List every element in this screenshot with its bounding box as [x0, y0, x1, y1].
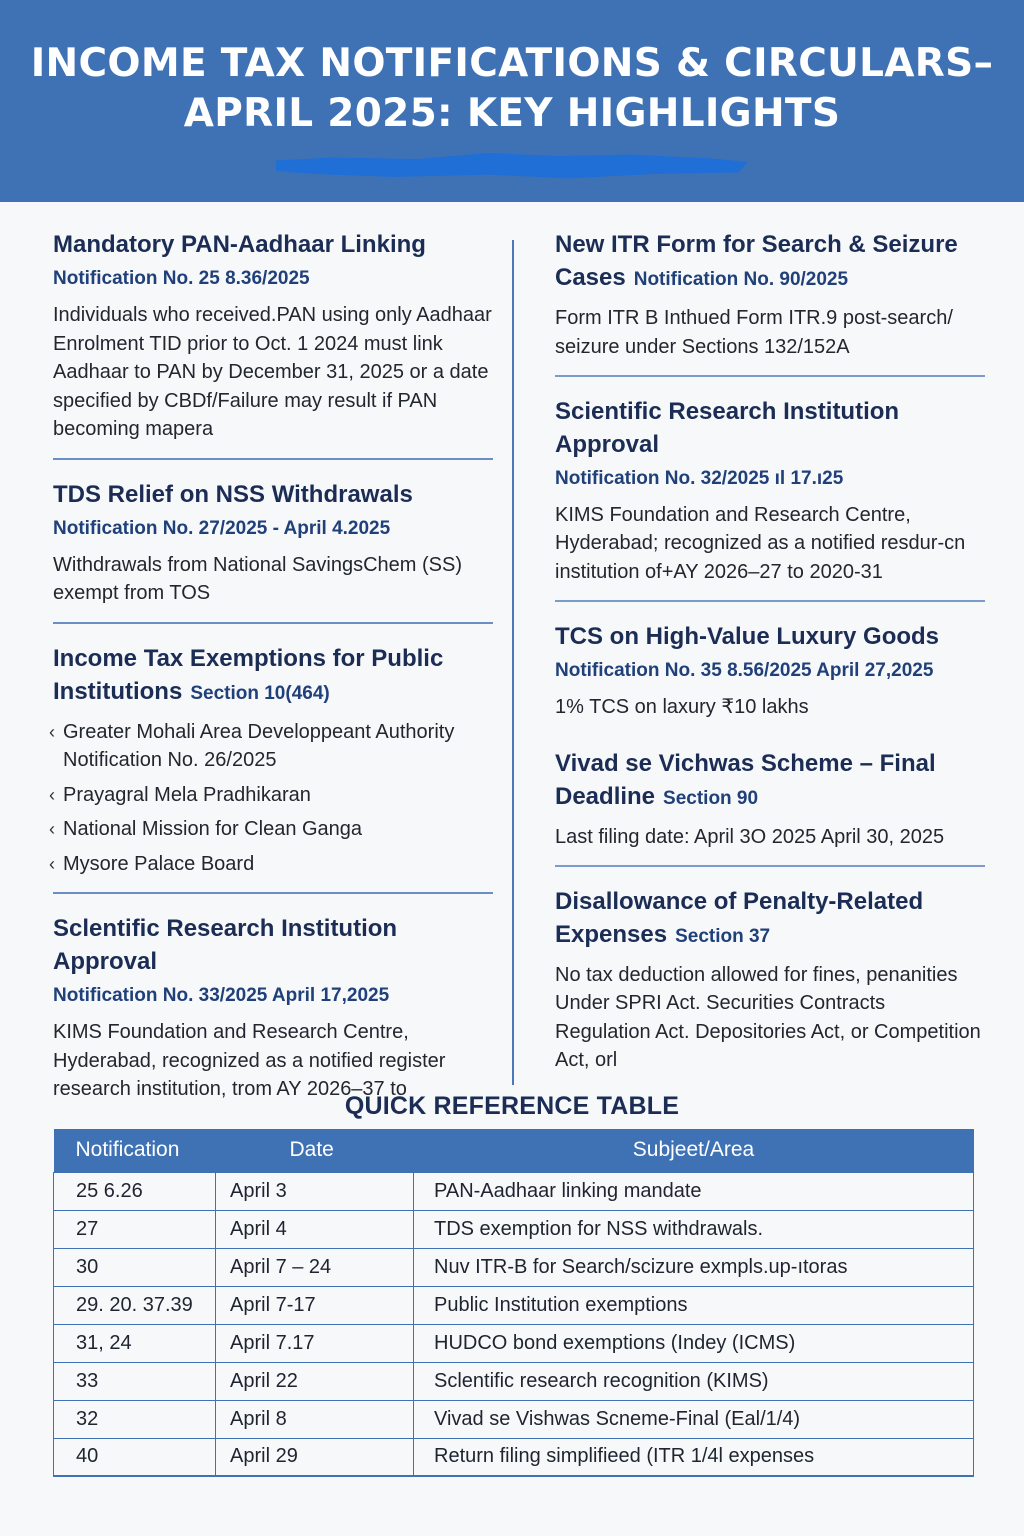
section-title [555, 747, 985, 815]
section-tds-relief [53, 478, 493, 608]
section-reference: Section 10(464) [190, 682, 330, 704]
cell-subject: Return filing simplifieed (ITR 1/4l expenses [414, 1438, 974, 1476]
header-date: Date [216, 1129, 414, 1172]
cell-date: April 22 [216, 1362, 414, 1400]
section-notification: Notification No. 27/2025 - April 4.2025 [53, 517, 391, 539]
section-tcs-luxury [555, 620, 985, 722]
section-title-text: Disallowance of Penalty-Related Expenses [555, 887, 924, 948]
cell-subject: PAN-Aadhaar linking mandate [414, 1172, 974, 1210]
cell-notification: 30 [54, 1248, 216, 1286]
cell-notification: 31, 24 [54, 1324, 216, 1362]
section-vivad-se-vishwas [555, 747, 985, 852]
section-body: KIMS Foundation and Research Centre, Hyderabad, recognized as a notified register research institution, trom AY 2026–37 to [53, 1021, 446, 1100]
redaction-scribble [276, 150, 748, 180]
section-title [53, 642, 493, 710]
cell-date: April 7.17 [216, 1324, 414, 1362]
cell-date: April 4 [216, 1210, 414, 1248]
section-title-text: New ITR Form for Search & Seizure Cases [555, 231, 958, 291]
page-title-line-1: INCOME TAX NOTIFICATIONS & CIRCULARS– [30, 41, 994, 86]
section-divider [53, 458, 493, 460]
header-subject: Subjeet/Area [414, 1129, 974, 1172]
column-divider [512, 240, 514, 1085]
section-penalty-disallowance [555, 885, 985, 1075]
table-header-row [54, 1129, 974, 1172]
section-title: TCS on High-Value Luxury Goods [555, 622, 940, 650]
table-row [54, 1438, 974, 1476]
section-title: Mandatory PAN-Aadhaar Linking [53, 231, 426, 258]
table-title: QUICK REFERENCE TABLE [344, 1092, 680, 1120]
section-body: No tax deduction allowed for fines, penanities Under SPRI Act. Securities Contracts Regulation Act. Depositories Act, or Competition Act, orl [555, 963, 981, 1071]
list-item: ‹ Greater Mohali Area Developpeant Authority Notification No. 26/2025 [53, 718, 493, 775]
section-reference: Section 90 [663, 787, 759, 809]
cell-notification: 25 6.26 [54, 1172, 216, 1210]
section-title-text: Income Tax Exemptions for Public Institutions [53, 644, 444, 705]
cell-date: April 29 [216, 1438, 414, 1476]
section-pan-aadhaar [53, 228, 493, 444]
section-body: Individuals who received.PAN using only Aadhaar Enrolment TID prior to Oct. 1 2024 must link Aadhaar to PAN by December 31, 2025 or a date specified by CBDf/Failure may result if PAN becoming mapera [53, 304, 492, 440]
cell-subject: TDS exemption for NSS withdrawals. [414, 1210, 974, 1248]
section-notification: Notification No. 35 8.56/2025 April 27,2025 [555, 659, 934, 681]
cell-subject: HUDCO bond exemptions (Indey (ICMS) [414, 1324, 974, 1362]
page-title-line-2: APRIL 2025: KEY HIGHLIGHTS [183, 91, 841, 136]
header-banner [0, 0, 1024, 202]
section-title-text: Vivad se Vichwas Scheme – Final Deadline [555, 749, 936, 810]
section-body: 1% TCS on laxury ₹10 lakhs [555, 695, 809, 718]
cell-notification: 32 [54, 1400, 216, 1438]
institution-list [53, 718, 493, 879]
section-body: KIMS Foundation and Research Centre, Hyderabad; recognized as a notified resdur-cn institution of+AY 2026–27 to 2020-31 [555, 503, 966, 583]
section-title [555, 228, 985, 296]
section-body: Last filing date: April 3O 2025 April 30, 2025 [555, 825, 945, 848]
section-research-approval-left [53, 912, 493, 1104]
list-item: ‹ National Mission for Clean Ganga [53, 815, 493, 844]
cell-date: April 7-17 [216, 1286, 414, 1324]
table-row [54, 1210, 974, 1248]
section-itr-search-seizure [555, 228, 985, 361]
quick-reference-table [53, 1129, 974, 1477]
cell-subject: Vivad se Vishwas Scneme-Final (Eal/1/4) [414, 1400, 974, 1438]
section-title: Scientific Research Institution Approval [555, 397, 900, 458]
cell-notification: 27 [54, 1210, 216, 1248]
section-body: Withdrawals from National SavingsChem (SS) exempt from TOS [53, 553, 463, 604]
table-row [54, 1400, 974, 1438]
cell-date: April 3 [216, 1172, 414, 1210]
section-divider [53, 892, 493, 894]
cell-notification: 40 [54, 1438, 216, 1476]
table-row [54, 1324, 974, 1362]
section-divider [555, 375, 985, 377]
right-column [555, 228, 985, 1075]
table-row [54, 1286, 974, 1324]
list-item: ‹ Mysore Palace Board [53, 850, 493, 879]
left-column [53, 228, 493, 1104]
cell-notification: 33 [54, 1362, 216, 1400]
cell-date: April 8 [216, 1400, 414, 1438]
list-item: ‹ Prayagral Mela Pradhikaran [53, 781, 493, 810]
section-notification: Notification No. 25 8.36/2025 [53, 268, 310, 289]
section-reference: Section 37 [675, 925, 771, 947]
section-divider [555, 600, 985, 602]
section-title [555, 885, 985, 953]
table-row [54, 1248, 974, 1286]
cell-subject: Public Institution exemptions [414, 1286, 974, 1324]
section-notification: Notification No. 32/2025 ıl 17.ı25 [555, 467, 844, 489]
section-research-approval-right [555, 395, 985, 587]
section-body: Form ITR B Inthued Form ITR.9 post-search/ seizure under Sections 132/152A [555, 307, 953, 358]
cell-notification: 29. 20. 37.39 [54, 1286, 216, 1324]
section-divider [555, 865, 985, 867]
header-notification: Notification [54, 1129, 216, 1172]
table-row [54, 1172, 974, 1210]
section-notification: Notification No. 33/2025 April 17,2025 [53, 985, 390, 1006]
cell-subject: Sclentific research recognition (KIMS) [414, 1362, 974, 1400]
section-title: TDS Relief on NSS Withdrawals [53, 480, 413, 508]
cell-date: April 7 – 24 [216, 1248, 414, 1286]
section-divider [53, 622, 493, 624]
section-public-institutions [53, 642, 493, 879]
section-divider [555, 731, 985, 733]
section-title: Sclentific Research Institution Approval [53, 915, 398, 975]
table-row [54, 1362, 974, 1400]
cell-subject: Nuv ITR-B for Search/scizure exmpls.up-ıtoras [414, 1248, 974, 1286]
section-reference: Notification No. 90/2025 [633, 269, 849, 290]
